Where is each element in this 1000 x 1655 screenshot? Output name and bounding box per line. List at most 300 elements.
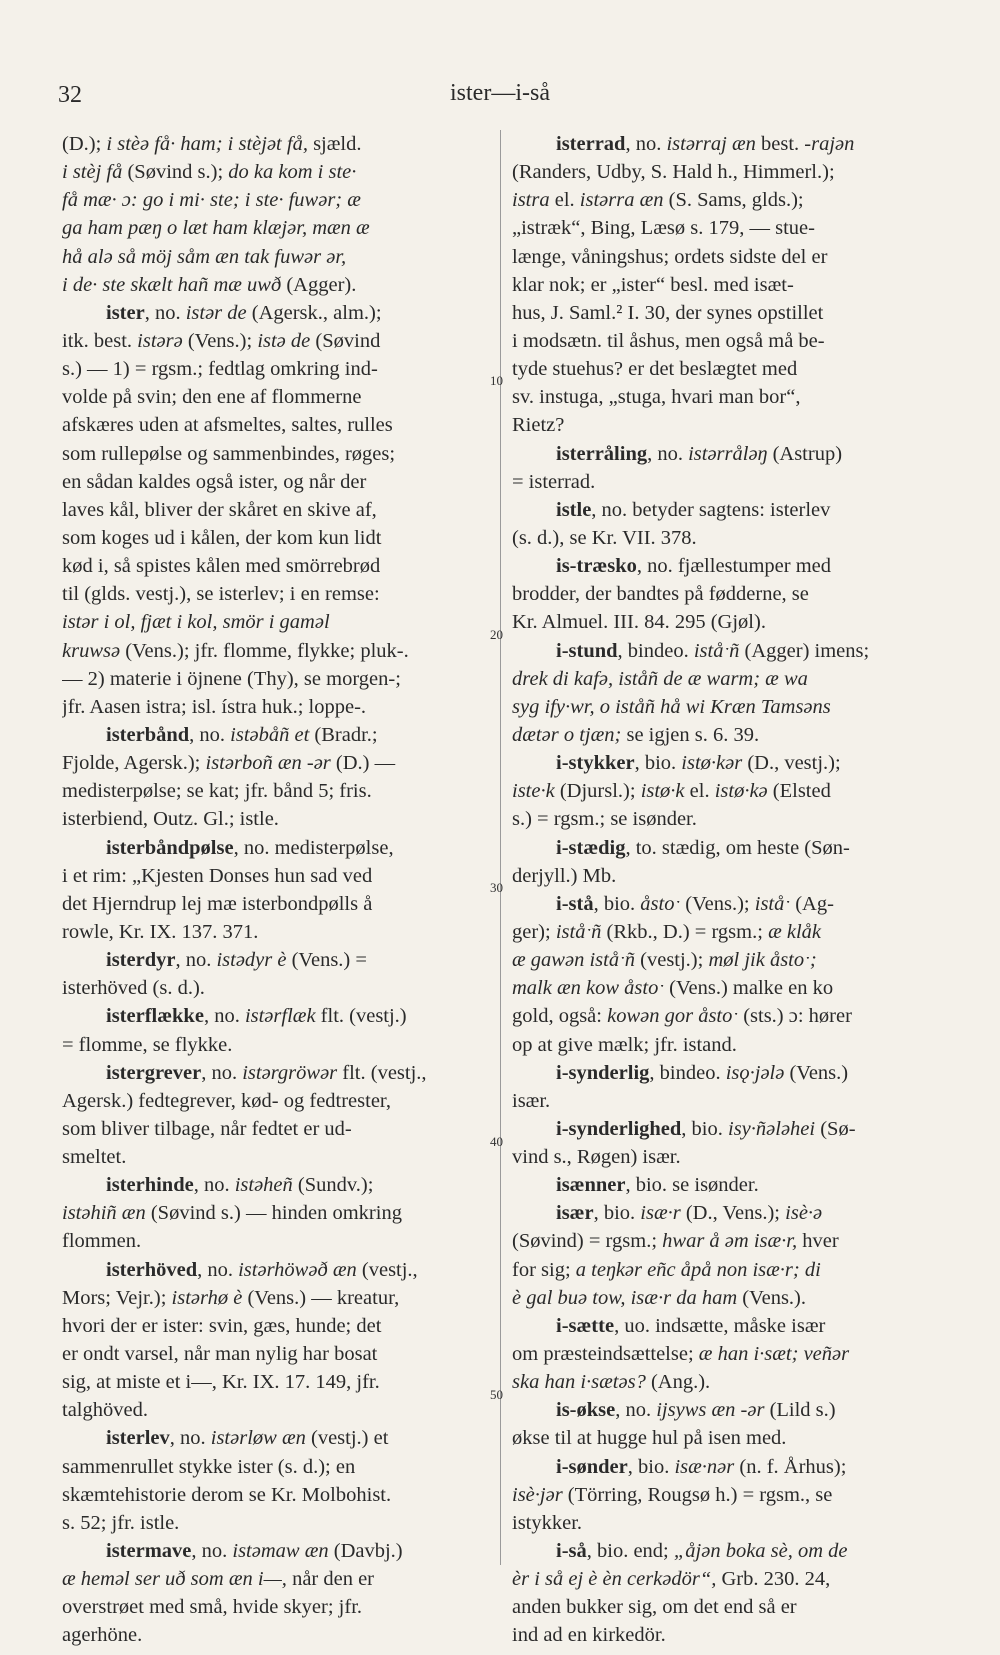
text-line: [62, 890, 492, 918]
text-segment: , bindeo.: [649, 1061, 726, 1084]
text-segment: (Davbj.): [328, 1540, 403, 1563]
text-line: [62, 580, 492, 608]
text-segment: , bio.: [593, 1202, 641, 1225]
dialect-form: malk æn kow åstoˑ: [512, 977, 665, 1000]
text-segment: kød i, så spistes kålen med smörrebrød: [62, 555, 381, 578]
text-line: [62, 1284, 492, 1312]
headword: is-træsko: [556, 555, 637, 578]
dialect-form: hwar å əm isæ·r,: [662, 1230, 798, 1253]
dialect-form: få mæ· ɔ: go i mi· ste; i ste· fuwər; æ: [62, 189, 361, 212]
text-line: [62, 186, 492, 214]
dialect-form: do ka kom i ste·: [228, 161, 357, 184]
text-segment: (D., Vens.);: [680, 1202, 786, 1225]
text-segment: , uo. indsætte, måske især: [614, 1314, 826, 1337]
text-segment: brodder, der bandtes på fødderne, se: [512, 583, 809, 606]
text-line: [62, 524, 492, 552]
text-segment: (Ag-: [790, 892, 834, 915]
dialect-form: istəmaw æn: [232, 1540, 329, 1563]
text-segment: Rietz?: [512, 414, 565, 437]
text-segment: , no.: [197, 1258, 239, 1281]
text-line: [512, 721, 950, 749]
dialect-form: istərhø è: [171, 1286, 243, 1309]
text-line: [62, 1143, 492, 1171]
text-segment: jfr. Aasen istra; isl. ístra huk.; loppe-.: [62, 695, 367, 718]
text-segment: agerhöne.: [62, 1624, 143, 1647]
text-line: [62, 1340, 492, 1368]
text-segment: sv. instuga, „stuga, hvari man bor“,: [512, 386, 801, 409]
headword: isterråling: [556, 442, 648, 465]
text-line: [62, 946, 492, 974]
dialect-form: è gal buə tow, isæ·r da ham: [512, 1286, 738, 1309]
text-segment: Kr. Almuel. III. 84. 295 (Gjøl).: [512, 611, 766, 634]
headword: i-synderlighed: [556, 1117, 682, 1140]
text-segment: anden bukker sig, om det end så er: [512, 1596, 797, 1619]
text-line: [62, 468, 492, 496]
text-segment: (Agersk., alm.);: [246, 301, 382, 324]
dialect-form: istø·k: [640, 780, 685, 803]
dialect-form: „åjən boka sè, om de: [673, 1540, 848, 1563]
text-line: [512, 130, 950, 158]
headword: istergrever: [106, 1061, 202, 1084]
text-segment: tyde stuehus? er det beslægtet med: [512, 358, 798, 381]
dialect-form: istərraj æn: [666, 133, 756, 155]
headword: i-sønder: [556, 1455, 628, 1478]
headword: i-stykker: [556, 752, 635, 775]
text-segment: gold, også:: [512, 1005, 608, 1028]
text-segment: (D.);: [62, 133, 107, 155]
dialect-form: èr i så ej è èn cerkədör“,: [512, 1568, 717, 1591]
text-line: [512, 1368, 950, 1396]
headword: i-synderlig: [556, 1061, 650, 1084]
dialect-form: istər i ol, fjæt i kol, smör i gaməl: [62, 611, 330, 634]
text-segment: , bindeo.: [617, 639, 694, 662]
headword: istermave: [106, 1540, 192, 1563]
text-segment: for sig;: [512, 1258, 576, 1281]
text-line: [62, 1368, 492, 1396]
text-segment: isterhöved (s. d.).: [62, 977, 205, 1000]
text-line: [512, 1031, 950, 1059]
text-line: [512, 1256, 950, 1284]
dialect-form: æ heməl ser uð som æn i—,: [62, 1568, 287, 1591]
text-segment: el.: [549, 189, 580, 212]
text-line: [62, 1199, 492, 1227]
text-segment: i et rim: „Kjesten Donses hun sad ved: [62, 864, 373, 887]
text-line: [512, 693, 950, 721]
dialect-form: drek di kafə, iståñ de æ warm; æ wa: [512, 667, 808, 690]
right-column: [512, 130, 950, 1650]
dialect-form: iståˑñ: [555, 920, 602, 943]
text-line: [62, 805, 492, 833]
text-line: [62, 271, 492, 299]
headword: is-økse: [556, 1399, 616, 1422]
text-segment: Mors; Vejr.);: [62, 1286, 172, 1309]
text-segment: (Vens.) =: [286, 949, 367, 972]
text-segment: , no. fjællestumper med: [636, 555, 832, 578]
text-segment: , no.: [144, 301, 186, 324]
text-segment: (Agger).: [281, 273, 357, 296]
headword: isterflække: [106, 1005, 204, 1028]
text-segment: længe, våningshus; ordets sidste del er: [512, 245, 828, 268]
text-segment: sig, at miste et i—, Kr. IX. 17. 149, jfr.: [62, 1371, 380, 1394]
dialect-form: istø·kə: [714, 780, 768, 803]
text-segment: ind ad en kirkedör.: [512, 1624, 666, 1647]
text-segment: (Sø-: [815, 1117, 856, 1140]
text-segment: hus, J. Saml.² I. 30, der synes opstillet: [512, 301, 824, 324]
dialect-form: -rajən: [804, 133, 855, 155]
text-line: [512, 862, 950, 890]
text-line: [512, 1143, 950, 1171]
dialect-form: kruwsə: [62, 639, 121, 662]
text-line: [62, 1115, 492, 1143]
text-line: [512, 805, 950, 833]
text-line: [512, 1002, 950, 1030]
dialect-form: istra: [512, 189, 550, 212]
text-line: [62, 1002, 492, 1030]
text-segment: , bio.: [593, 892, 641, 915]
text-segment: , no. betyder sagtens: isterlev: [591, 498, 831, 521]
text-segment: især.: [512, 1089, 551, 1112]
dialect-form: isæ·nər: [674, 1455, 735, 1478]
text-line: [62, 1087, 492, 1115]
text-line: [62, 440, 492, 468]
text-line: [512, 749, 950, 777]
text-segment: op at give mælk; jfr. istand.: [512, 1033, 737, 1056]
text-line: [512, 1424, 950, 1452]
text-segment: talghöved.: [62, 1399, 148, 1422]
text-segment: volde på svin; den ene af flommerne: [62, 386, 362, 409]
dialect-form: dætər o tjæn;: [512, 723, 622, 746]
text-segment: , bio. end;: [586, 1540, 674, 1563]
line-marker-20: 20: [490, 627, 503, 642]
text-line: [512, 271, 950, 299]
dialect-form: kowən gor åstoˑ: [607, 1005, 739, 1028]
text-line: [512, 637, 950, 665]
headword: isterbånd: [106, 723, 190, 746]
text-line: [512, 411, 950, 439]
dialect-form: istərra æn: [579, 189, 664, 212]
text-line: [512, 552, 950, 580]
dialect-form: ijsyws æn -ər: [656, 1399, 765, 1422]
headword: i-stædig: [556, 836, 626, 859]
text-line: [512, 158, 950, 186]
text-segment: (sts.) ɔ: hører: [738, 1005, 852, 1028]
text-line: [62, 496, 492, 524]
dialect-form: istərboñ æn -ər: [205, 752, 331, 775]
text-line: [512, 1593, 950, 1621]
text-segment: , no.: [175, 949, 217, 972]
text-line: [512, 440, 950, 468]
text-line: [62, 608, 492, 636]
text-line: [62, 1312, 492, 1340]
text-line: [512, 834, 950, 862]
text-line: [62, 1537, 492, 1565]
dialect-form: åstoˑ: [640, 892, 681, 915]
text-segment: (Søvind: [310, 329, 381, 352]
text-line: [512, 1227, 950, 1255]
headword: i-sætte: [556, 1314, 615, 1337]
dialect-form: istər de: [185, 301, 247, 324]
dialect-form: isæ·r: [640, 1202, 681, 1225]
line-marker-30: 30: [490, 880, 503, 895]
dialect-form: isè·jər: [512, 1483, 563, 1506]
text-line: [62, 158, 492, 186]
text-segment: , no.: [193, 1174, 235, 1197]
text-line: [62, 1621, 492, 1649]
text-line: [512, 214, 950, 242]
text-segment: = flomme, se flykke.: [62, 1033, 233, 1056]
text-line: [512, 1509, 950, 1537]
text-line: [512, 665, 950, 693]
text-segment: itk. best.: [62, 329, 138, 352]
text-line: [512, 524, 950, 552]
text-segment: Fjolde, Agersk.);: [62, 752, 206, 775]
dialect-form: i stèj få: [62, 161, 123, 184]
text-segment: (Søvind) = rgsm.;: [512, 1230, 663, 1253]
text-line: [512, 608, 950, 636]
text-segment: (vestj.) et: [305, 1427, 389, 1450]
text-segment: sammenrullet stykke ister (s. d.); en: [62, 1455, 356, 1478]
headword: isterbåndpølse: [106, 836, 234, 859]
headword: især: [556, 1202, 594, 1225]
text-segment: (D., vestj.);: [742, 752, 841, 775]
text-line: [512, 1312, 950, 1340]
text-segment: (Vens.);: [680, 892, 755, 915]
text-segment: Grb. 230. 24,: [716, 1568, 831, 1591]
text-segment: el.: [684, 780, 715, 803]
text-segment: , no.: [189, 723, 231, 746]
dialect-form: isè·ə: [785, 1202, 823, 1225]
dialect-form: istərløw æn: [210, 1427, 306, 1450]
headword: istle: [556, 498, 592, 521]
text-segment: vind s., Røgen) især.: [512, 1146, 681, 1169]
text-segment: , bio. se isønder.: [625, 1174, 759, 1197]
text-segment: er ondt varsel, når man nylig har bosat: [62, 1343, 378, 1366]
text-line: [62, 693, 492, 721]
dialect-form: iståˑñ: [693, 639, 740, 662]
text-line: [62, 299, 492, 327]
text-line: [62, 327, 492, 355]
text-segment: s. 52; jfr. istle.: [62, 1511, 180, 1534]
text-segment: (Djursl.);: [554, 780, 641, 803]
text-line: [62, 1171, 492, 1199]
headword: isterhöved: [106, 1258, 198, 1281]
text-segment: , no.: [647, 442, 689, 465]
text-segment: flommen.: [62, 1230, 142, 1253]
text-segment: (Vens.);: [182, 329, 258, 352]
text-line: [512, 1565, 950, 1593]
text-segment: se igjen s. 6. 39.: [621, 723, 760, 746]
text-line: [62, 1481, 492, 1509]
text-segment: laves kål, bliver der skåret en skive af,: [62, 498, 377, 521]
text-line: [512, 946, 950, 974]
text-segment: (vestj.,: [356, 1258, 418, 1281]
text-line: [512, 1115, 950, 1143]
headword: i-så: [556, 1540, 587, 1563]
text-segment: , no.: [169, 1427, 211, 1450]
text-line: [62, 974, 492, 1002]
text-line: [512, 243, 950, 271]
text-line: [512, 496, 950, 524]
dialect-form: æ han i·sæt; veñər: [698, 1343, 850, 1366]
dialect-form: ga ham pæŋ o læt ham klæjər, mæn æ: [62, 217, 370, 240]
text-line: [512, 890, 950, 918]
text-line: [62, 1031, 492, 1059]
text-line: [62, 721, 492, 749]
dialect-form: møl jik åstoˑ;: [708, 949, 817, 972]
text-segment: , bio.: [681, 1117, 728, 1140]
text-segment: s.) = rgsm.; se isønder.: [512, 808, 697, 831]
text-line: [62, 1565, 492, 1593]
text-line: [512, 299, 950, 327]
dialect-form: a teŋkər eñc åpå non isæ·r; di: [575, 1258, 821, 1281]
line-marker-10: 10: [490, 373, 503, 388]
text-segment: , no.: [201, 1061, 243, 1084]
dialect-form: hå alə så möj såm æn tak fuwər ər,: [62, 245, 347, 268]
text-line: [512, 327, 950, 355]
text-segment: (Søvind s.) — hinden omkring: [145, 1202, 402, 1225]
text-segment: (Sundv.);: [292, 1174, 374, 1197]
text-line: [512, 1396, 950, 1424]
text-line: [512, 1340, 950, 1368]
text-line: [62, 1059, 492, 1087]
text-segment: „istræk“, Bing, Læsø s. 179, — stue-: [512, 217, 815, 240]
text-line: [62, 834, 492, 862]
text-segment: (Rkb., D.) = rgsm.;: [601, 920, 769, 943]
text-segment: (S. Sams, glds.);: [663, 189, 804, 212]
headword: isterhinde: [106, 1174, 194, 1197]
headword: isterdyr: [106, 949, 176, 972]
text-segment: i modsætn. til åshus, men også må be-: [512, 329, 825, 352]
text-line: [62, 1593, 492, 1621]
text-line: [512, 355, 950, 383]
text-segment: , no.: [625, 133, 667, 155]
dialect-form: iståˑ: [754, 892, 791, 915]
text-line: [512, 974, 950, 1002]
dialect-form: isǫ·jələ: [725, 1061, 785, 1084]
text-segment: (Søvind s.);: [122, 161, 229, 184]
text-segment: isterbiend, Outz. Gl.; istle.: [62, 808, 279, 831]
text-line: [512, 1171, 950, 1199]
text-line: [512, 1537, 950, 1565]
text-line: [512, 186, 950, 214]
text-segment: (s. d.), se Kr. VII. 378.: [512, 526, 697, 549]
text-segment: hver: [797, 1230, 839, 1253]
text-segment: om præsteindsættelse;: [512, 1343, 699, 1366]
headword: i-stund: [556, 639, 618, 662]
text-segment: istykker.: [512, 1511, 583, 1534]
text-segment: — 2) materie i öjnene (Thy), se morgen-;: [62, 667, 401, 690]
text-segment: rowle, Kr. IX. 137. 371.: [62, 920, 259, 943]
text-segment: afskæres uden at afsmeltes, saltes, rulles: [62, 414, 393, 437]
text-segment: (Bradr.;: [309, 723, 378, 746]
text-segment: (Vens.) — kreatur,: [242, 1286, 400, 1309]
text-line: [62, 918, 492, 946]
text-line: [62, 777, 492, 805]
text-line: [512, 1284, 950, 1312]
text-segment: (Vens.).: [737, 1286, 807, 1309]
text-segment: klar nok; er „ister“ besl. med isæt-: [512, 273, 794, 296]
text-line: [512, 468, 950, 496]
text-line: [512, 1059, 950, 1087]
text-line: [512, 777, 950, 805]
text-line: [512, 1087, 950, 1115]
text-segment: (vestj.);: [635, 949, 709, 972]
text-segment: hvori der er ister: svin, gæs, hunde; det: [62, 1314, 382, 1337]
text-line: [512, 918, 950, 946]
text-line: [62, 1256, 492, 1284]
text-segment: når den er: [286, 1568, 375, 1591]
dialect-form: i stèə få· ham; i stèjət få,: [106, 133, 308, 155]
text-segment: flt. (vestj.,: [337, 1061, 427, 1084]
left-column: [62, 130, 492, 1650]
text-line: [62, 355, 492, 383]
line-marker-40: 40: [490, 1134, 503, 1149]
text-segment: , bio.: [634, 752, 682, 775]
running-head: ister—i-så: [450, 80, 550, 106]
text-line: [62, 214, 492, 242]
text-segment: , to. stædig, om heste (Søn-: [625, 836, 850, 859]
text-line: [62, 411, 492, 439]
text-line: [512, 383, 950, 411]
text-line: [62, 862, 492, 890]
text-segment: en sådan kaldes også ister, og når der: [62, 470, 367, 493]
text-segment: best.: [755, 133, 805, 155]
text-line: [512, 1453, 950, 1481]
dialect-form: istø·kər: [681, 752, 743, 775]
text-segment: (Vens.): [784, 1061, 849, 1084]
text-line: [512, 1199, 950, 1227]
page-number: 32: [58, 82, 82, 108]
headword: ister: [106, 301, 145, 324]
text-line: [62, 130, 492, 158]
text-segment: overstrøet med små, hvide skyer; jfr.: [62, 1596, 363, 1619]
dialect-form: syg ify·wr, o iståñ hå wi Kræn Tamsəns: [512, 695, 831, 718]
text-line: [62, 243, 492, 271]
text-segment: (Randers, Udby, S. Hald h., Himmerl.);: [512, 161, 835, 184]
text-segment: ger);: [512, 920, 556, 943]
text-segment: økse til at hugge hul på isen med.: [512, 1427, 787, 1450]
text-line: [62, 1453, 492, 1481]
dialect-form: istəhiñ æn: [62, 1202, 146, 1225]
text-segment: derjyll.) Mb.: [512, 864, 617, 887]
text-line: [512, 1621, 950, 1649]
text-line: [62, 637, 492, 665]
text-segment: Agersk.) fedtegrever, kød- og fedtrester,: [62, 1089, 392, 1112]
dialect-form: i de· ste skælt hañ mæ uwð: [62, 273, 282, 296]
text-segment: , bio.: [627, 1455, 675, 1478]
text-line: [62, 1396, 492, 1424]
text-segment: medisterpølse; se kat; jfr. bånd 5; fris.: [62, 780, 372, 803]
column-divider: [500, 130, 501, 1565]
text-segment: som koges ud i kålen, der kom kun lidt: [62, 526, 382, 549]
text-segment: , no. medisterpølse,: [233, 836, 394, 859]
text-segment: til (glds. vestj.), se isterlev; i en remse:: [62, 583, 380, 606]
text-line: [62, 552, 492, 580]
text-segment: som bliver tilbage, når fedtet er ud-: [62, 1117, 352, 1140]
text-segment: flt. (vestj.): [315, 1005, 407, 1028]
dialect-form: istərhöwəð æn: [238, 1258, 357, 1281]
text-segment: = isterrad.: [512, 470, 596, 493]
text-line: [62, 383, 492, 411]
dialect-form: isy·ñələhei: [728, 1117, 816, 1140]
text-segment: (n. f. Århus);: [734, 1455, 847, 1478]
text-line: [62, 665, 492, 693]
dialect-form: istərə: [137, 329, 183, 352]
text-segment: skæmtehistorie derom se Kr. Molbohist.: [62, 1483, 392, 1506]
headword: isænner: [556, 1174, 626, 1197]
dialect-form: istərflæk: [244, 1005, 316, 1028]
text-segment: (D.) —: [330, 752, 396, 775]
